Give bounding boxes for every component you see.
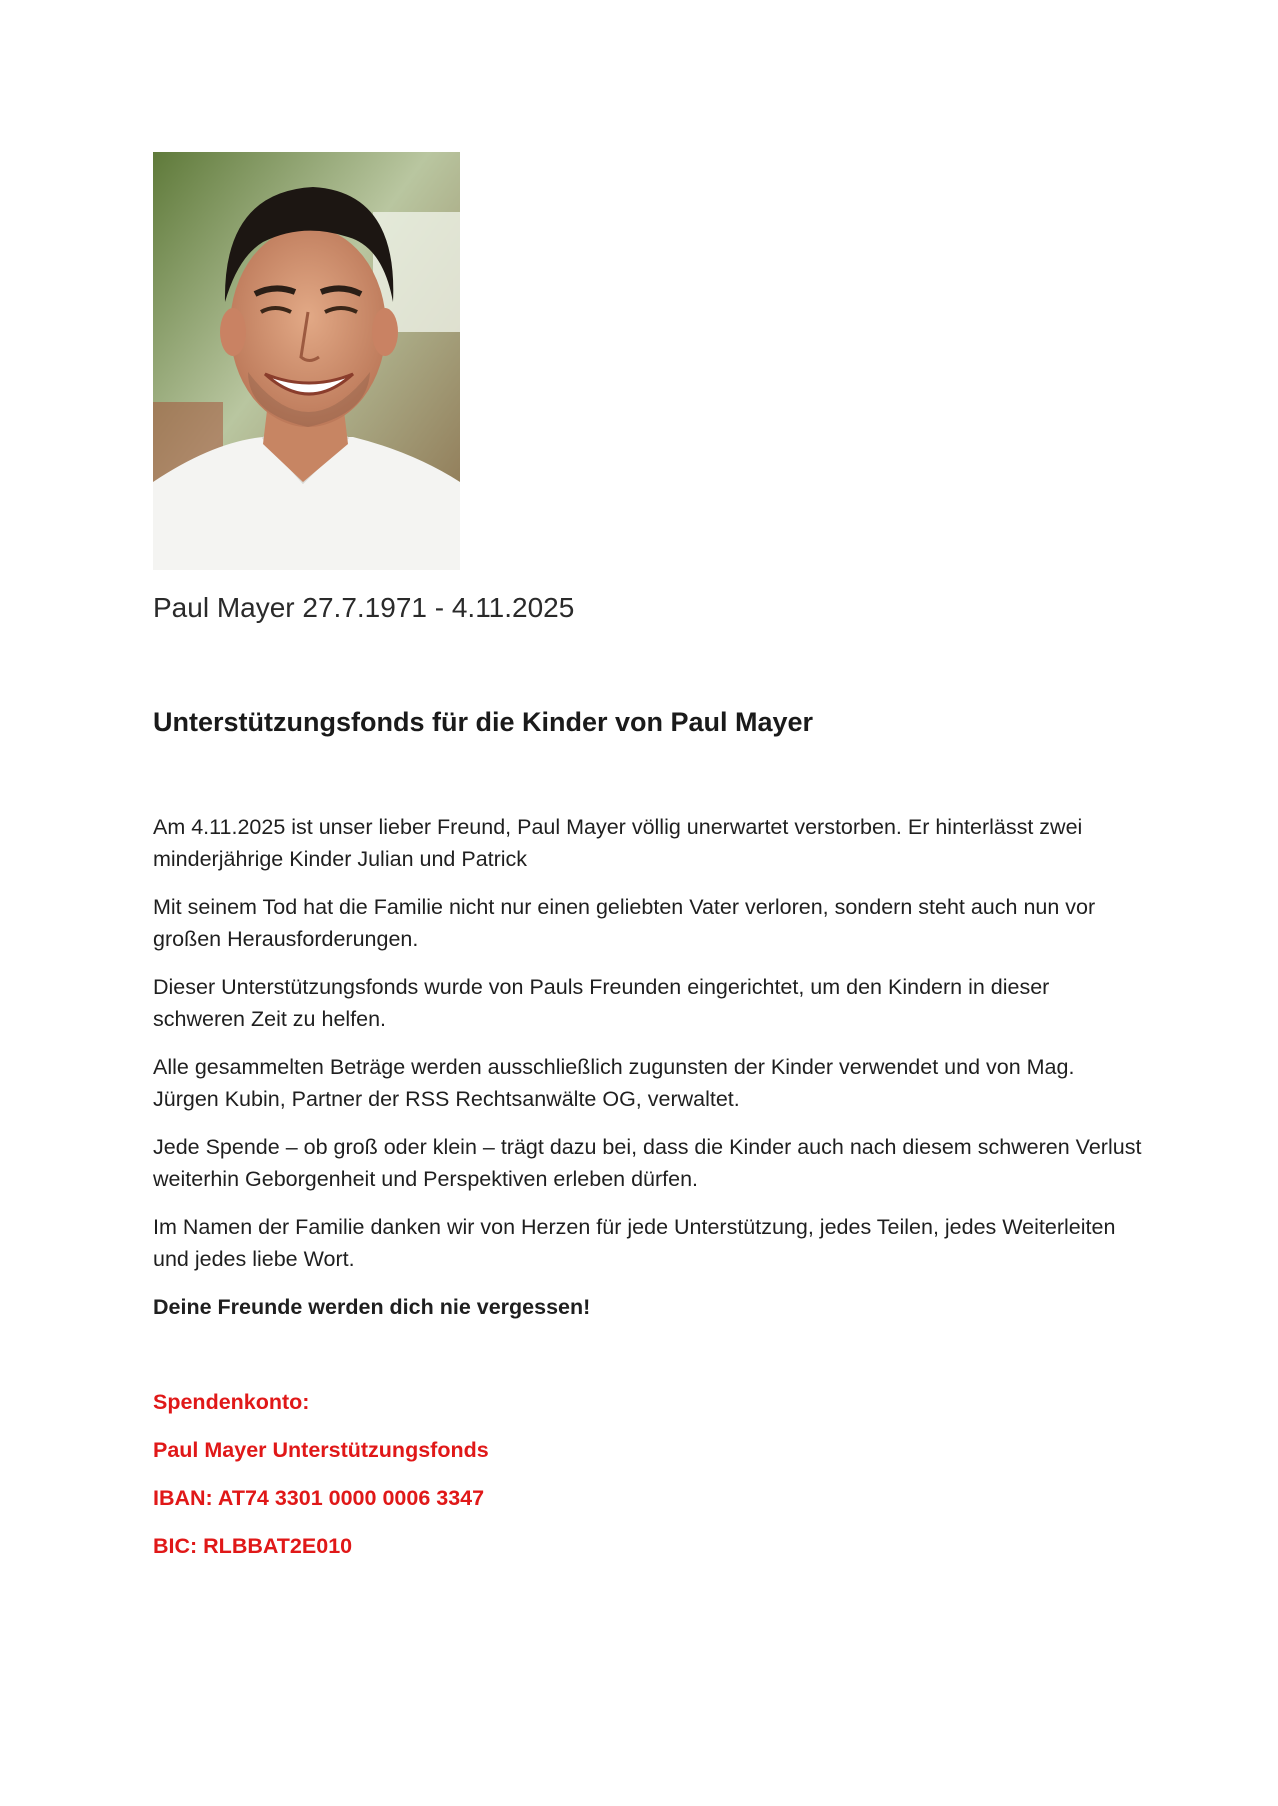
account-bic: BIC: RLBBAT2E010: [153, 1534, 353, 1558]
paragraph: Alle gesammelten Beträge werden ausschließlich zugunsten der Kinder verwendet und von Mag. Jürgen Kubin, Partner der RSS Rechtsanwälte OG, verwaltet.: [153, 1055, 1075, 1111]
name-dates-caption: Paul Mayer 27.7.1971 - 4.11.2025: [153, 592, 575, 623]
portrait-photo: [153, 152, 460, 570]
body-text: [153, 811, 1143, 1339]
paragraph: Jede Spende – ob groß oder klein – trägt dazu bei, dass die Kinder auch nach diesem schweren Verlust weiterhin Geborgenheit und Perspektiven erleben dürfen.: [153, 1135, 1142, 1191]
paragraph: Dieser Unterstützungsfonds wurde von Pauls Freunden eingerichtet, um den Kindern in dieser schweren Zeit zu helfen.: [153, 975, 1050, 1031]
closing-line: Deine Freunde werden dich nie vergessen!: [153, 1295, 591, 1319]
paragraph: Im Namen der Familie danken wir von Herzen für jede Unterstützung, jedes Teilen, jedes Weiterleiten und jedes liebe Wort.: [153, 1215, 1116, 1271]
paragraph: Am 4.11.2025 ist unser lieber Freund, Paul Mayer völlig unerwartet verstorben. Er hinterlässt zwei minderjährige Kinder Julian und Patrick: [153, 815, 1083, 871]
donation-account: [153, 1386, 489, 1578]
fund-heading: Unterstützungsfonds für die Kinder von Paul Mayer: [153, 707, 814, 737]
paragraph: Mit seinem Tod hat die Familie nicht nur einen geliebten Vater verloren, sondern steht auch nun vor großen Herausforderungen.: [153, 895, 1096, 951]
account-label: Spendenkonto:: [153, 1390, 310, 1414]
account-name: Paul Mayer Unterstützungsfonds: [153, 1438, 489, 1462]
account-iban: IBAN: AT74 3301 0000 0006 3347: [153, 1486, 485, 1510]
